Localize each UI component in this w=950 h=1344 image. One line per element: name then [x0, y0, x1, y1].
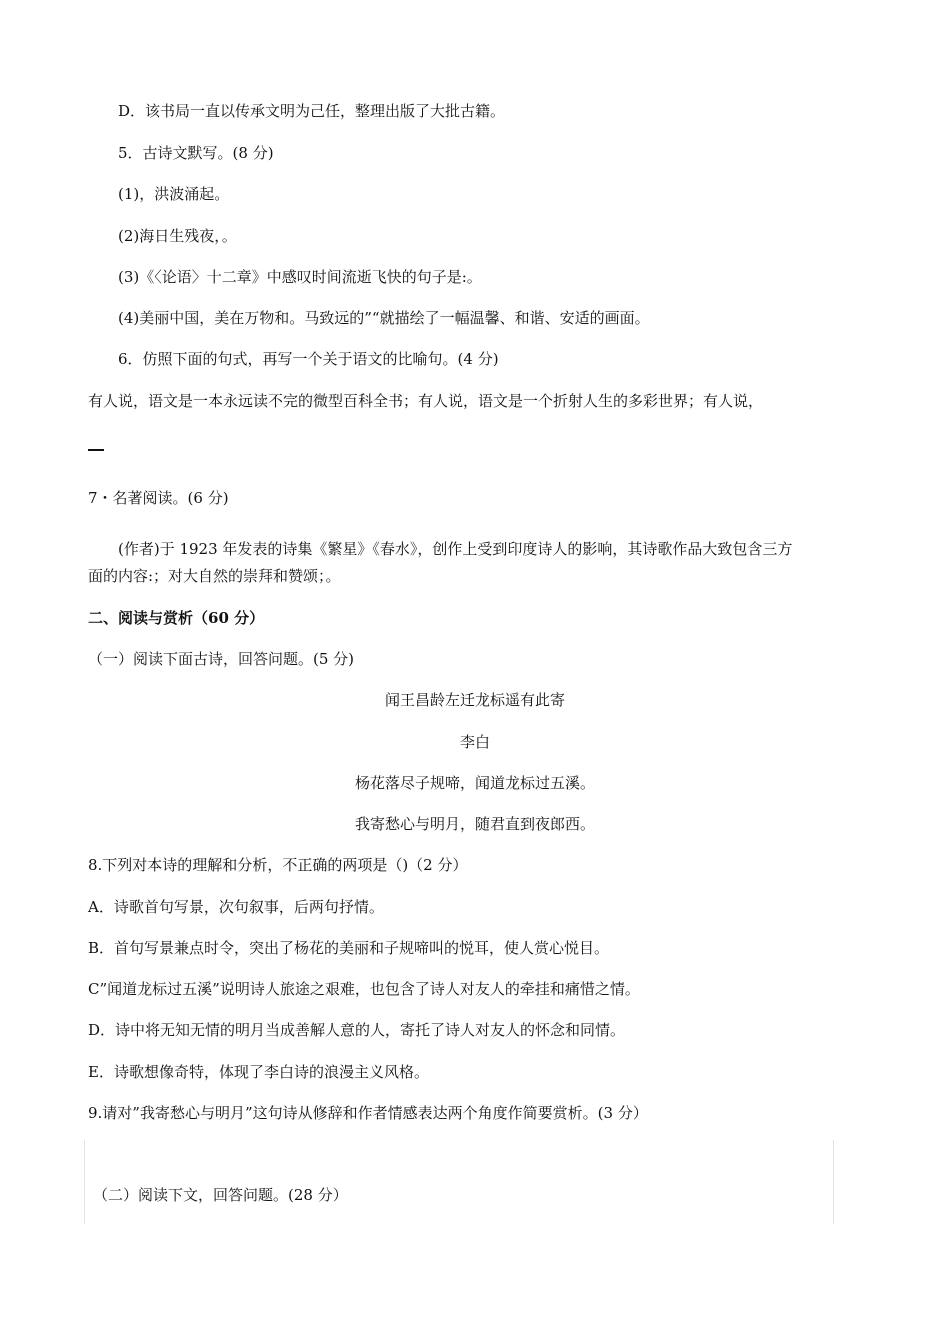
- answer-box-left-border: [84, 1140, 85, 1224]
- question-7-text-line-2: 面的内容:；对大自然的崇拜和赞颂；。: [88, 567, 341, 585]
- question-6-heading: 6．仿照下面的句式，再写一个关于语文的比喻句。(4 分): [118, 350, 499, 368]
- question-8-heading: 8.下列对本诗的理解和分析，不正确的两项是（)（2 分）: [88, 856, 468, 874]
- answer-box-right-border: [833, 1140, 834, 1224]
- question-5-item-4: (4)美丽中国，美在万物和。马致远的”“就描绘了一幅温馨、和谐、安适的画面。: [118, 309, 650, 327]
- part-2-heading: （二）阅读下文，回答问题。(28 分）: [93, 1186, 348, 1204]
- question-8-option-c: C”闻道龙标过五溪”说明诗人旅途之艰难，也包含了诗人对友人的牵挂和痛惜之情。: [88, 980, 640, 998]
- question-5-item-2: (2)海日生残夜，。: [118, 227, 237, 245]
- poem-line-1: 杨花落尽子规啼，闻道龙标过五溪。: [354, 774, 595, 792]
- question-9-heading: 9.请对”我寄愁心与明月”这句诗从修辞和作者情感表达两个角度作简要赏析。(3 分）: [88, 1104, 648, 1122]
- answer-blank-dash: [88, 449, 104, 451]
- poem-title: 闻王昌龄左迁龙标遥有此寄: [384, 691, 565, 709]
- poem-author: 李白: [459, 733, 490, 751]
- option-d-text: D．该书局一直以传承文明为己任，整理出版了大批古籍。: [118, 102, 506, 120]
- question-7-heading: 7・名著阅读。(6 分): [88, 489, 229, 507]
- question-8-option-e: E．诗歌想像奇特，体现了李白诗的浪漫主义风格。: [88, 1063, 429, 1081]
- question-8-option-b: B．首句写景兼点时令，突出了杨花的美丽和子规啼叫的悦耳，使人赏心悦目。: [88, 939, 610, 957]
- question-5-item-3: (3)《〈论语〉十二章》中感叹时间流逝飞快的句子是:。: [118, 268, 482, 286]
- question-6-example: 有人说，语文是一本永远读不完的微型百科全书；有人说，语文是一个折射人生的多彩世界；有人说，: [88, 392, 764, 410]
- section-2-heading: 二、阅读与赏析（60 分）: [88, 609, 265, 627]
- question-8-option-a: A．诗歌首句写景，次句叙事，后两句抒情。: [88, 898, 384, 916]
- poem-line-2: 我寄愁心与明月，随君直到夜郎西。: [354, 815, 595, 833]
- question-5-item-1: (1)，洪波涌起。: [118, 185, 230, 203]
- question-5-heading: 5．古诗文默写。(8 分): [118, 144, 274, 162]
- question-7-text-line-1: (作者)于 1923 年发表的诗集《繁星》《春水》，创作上受到印度诗人的影响，其诗歌作品大致包含三方: [118, 540, 793, 558]
- part-1-heading: （一）阅读下面古诗，回答问题。(5 分): [88, 650, 355, 668]
- question-8-option-d: D．诗中将无知无情的明月当成善解人意的人，寄托了诗人对友人的怀念和同情。: [88, 1021, 626, 1039]
